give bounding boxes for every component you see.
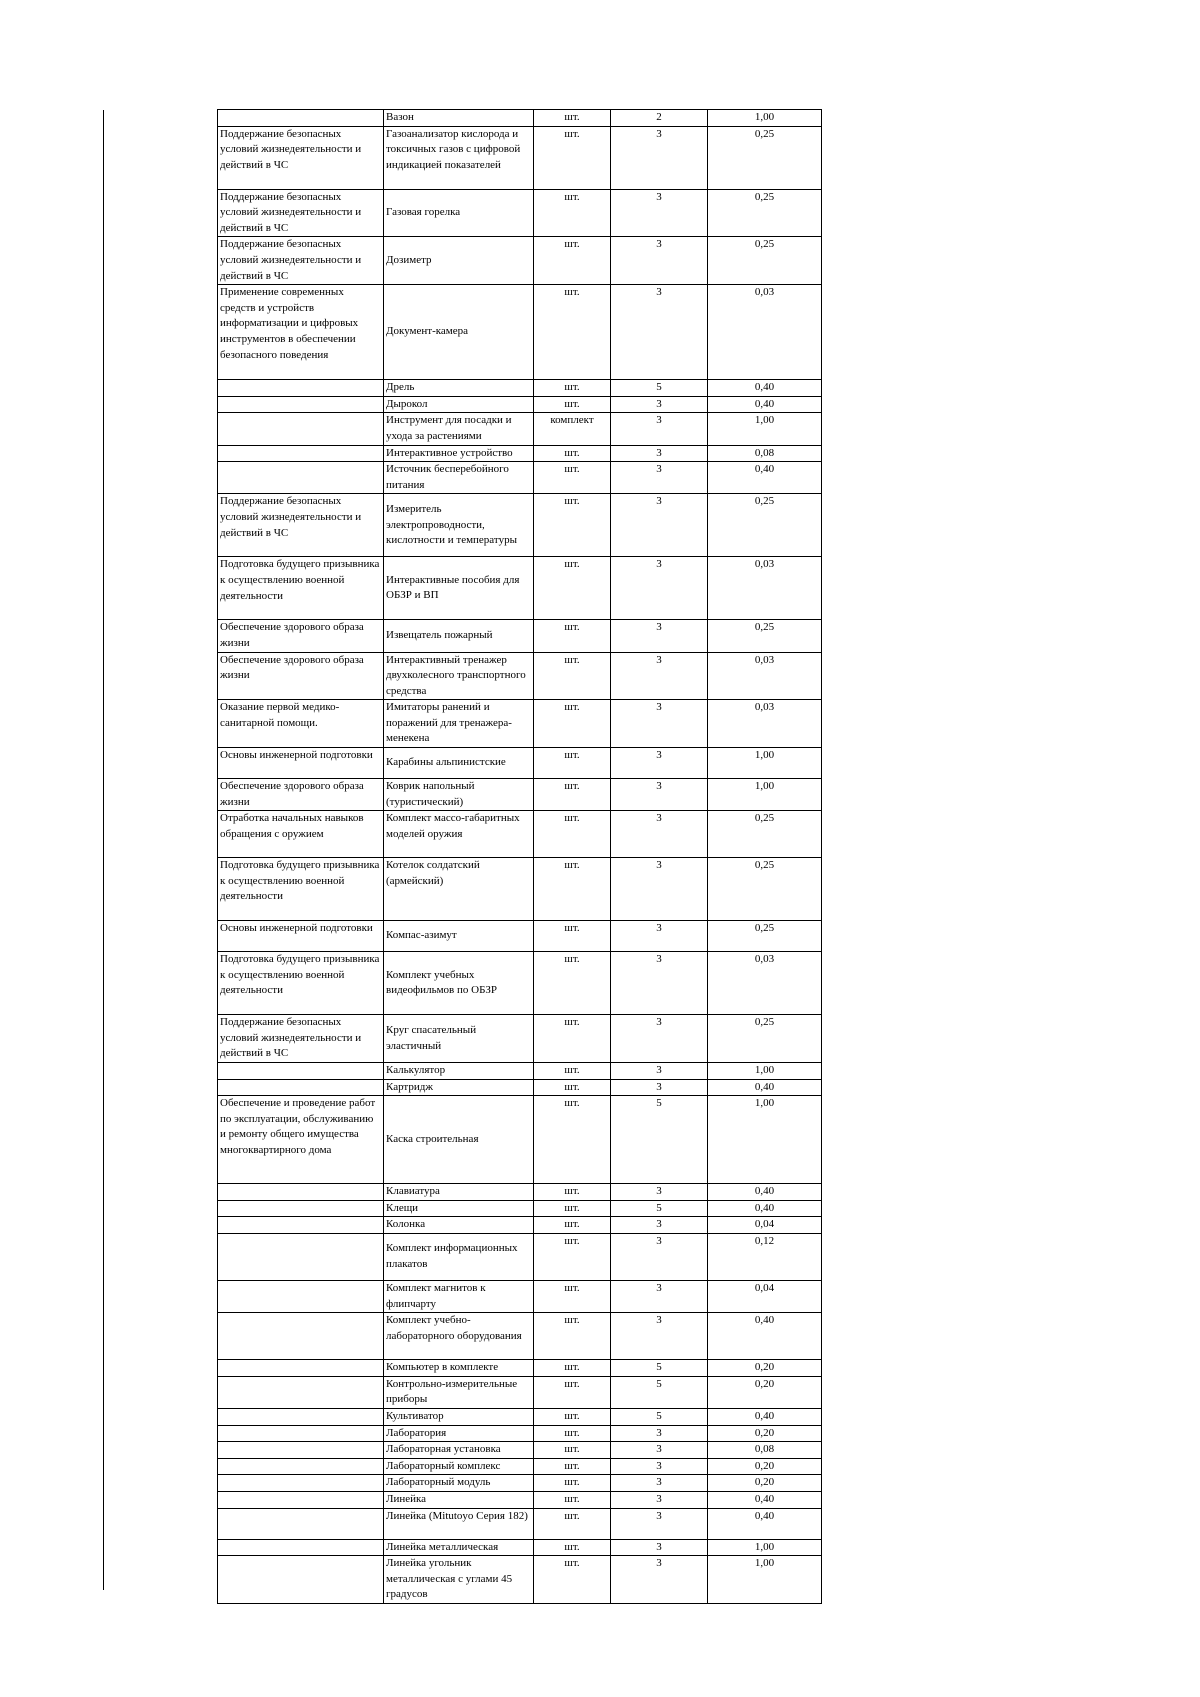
table-row — [218, 921, 822, 952]
coefficient-cell: 0,03 — [708, 557, 822, 620]
coefficient-cell: 0,03 — [708, 652, 822, 700]
quantity-cell: 3 — [611, 952, 708, 1015]
area-cell — [218, 1556, 384, 1604]
table-row — [218, 952, 822, 1015]
quantity-cell: 3 — [611, 779, 708, 811]
coefficient-cell: 0,40 — [708, 1079, 822, 1096]
quantity-cell: 3 — [611, 858, 708, 921]
coefficient-cell: 0,25 — [708, 620, 822, 652]
coefficient-cell: 0,12 — [708, 1234, 822, 1281]
coefficient-cell: 1,00 — [708, 1539, 822, 1556]
item-name-cell: Измеритель электропроводности, кислотности и температуры — [384, 494, 534, 557]
coefficient-cell: 0,40 — [708, 396, 822, 413]
item-name-cell: Комплект информационных плакатов — [384, 1234, 534, 1281]
table-row — [218, 1234, 822, 1281]
coefficient-cell: 0,03 — [708, 285, 822, 380]
table-row — [218, 494, 822, 557]
quantity-cell: 5 — [611, 1408, 708, 1425]
item-name-cell: Газоанализатор кислорода и токсичных газов с цифровой индикацией показателей — [384, 126, 534, 189]
quantity-cell: 5 — [611, 1200, 708, 1217]
table-row — [218, 1360, 822, 1377]
area-cell — [218, 462, 384, 494]
item-name-cell: Котелок солдатский (армейский) — [384, 858, 534, 921]
area-cell — [218, 110, 384, 127]
table-row — [218, 1425, 822, 1442]
table-row — [218, 1281, 822, 1313]
quantity-cell: 3 — [611, 748, 708, 779]
area-cell: Отработка начальных навыков обращения с оружием — [218, 811, 384, 858]
quantity-cell: 5 — [611, 380, 708, 397]
unit-cell: шт. — [534, 1442, 611, 1459]
table-row — [218, 1063, 822, 1080]
unit-cell: шт. — [534, 494, 611, 557]
unit-cell: шт. — [534, 1281, 611, 1313]
coefficient-cell: 0,40 — [708, 1408, 822, 1425]
area-cell — [218, 1376, 384, 1408]
quantity-cell: 3 — [611, 189, 708, 237]
area-cell — [218, 413, 384, 445]
item-name-cell: Интерактивный тренажер двухколесного транспортного средства — [384, 652, 534, 700]
quantity-cell: 3 — [611, 285, 708, 380]
table-row — [218, 700, 822, 748]
coefficient-cell: 0,25 — [708, 811, 822, 858]
table-row — [218, 1015, 822, 1063]
coefficient-cell: 0,20 — [708, 1376, 822, 1408]
item-name-cell: Круг спасательный эластичный — [384, 1015, 534, 1063]
table-row — [218, 1539, 822, 1556]
unit-cell: шт. — [534, 445, 611, 462]
unit-cell: шт. — [534, 1475, 611, 1492]
table-row — [218, 445, 822, 462]
coefficient-cell: 1,00 — [708, 1096, 822, 1184]
table-row — [218, 396, 822, 413]
unit-cell: шт. — [534, 1458, 611, 1475]
coefficient-cell: 0,08 — [708, 1442, 822, 1459]
table-row — [218, 1556, 822, 1604]
unit-cell: шт. — [534, 952, 611, 1015]
item-name-cell: Газовая горелка — [384, 189, 534, 237]
area-cell — [218, 1475, 384, 1492]
area-cell — [218, 1217, 384, 1234]
coefficient-cell: 0,20 — [708, 1475, 822, 1492]
table-row — [218, 1408, 822, 1425]
item-name-cell: Лабораторная установка — [384, 1442, 534, 1459]
item-name-cell: Компас-азимут — [384, 921, 534, 952]
area-cell — [218, 1313, 384, 1360]
table-row — [218, 237, 822, 285]
coefficient-cell: 0,25 — [708, 494, 822, 557]
unit-cell: шт. — [534, 858, 611, 921]
quantity-cell: 5 — [611, 1376, 708, 1408]
item-name-cell: Коврик напольный (туристический) — [384, 779, 534, 811]
coefficient-cell: 0,20 — [708, 1458, 822, 1475]
unit-cell: шт. — [534, 1539, 611, 1556]
item-name-cell: Интерактивное устройство — [384, 445, 534, 462]
area-cell: Применение современных средств и устройств информатизации и цифровых инструментов в обеспечении безопасного поведения — [218, 285, 384, 380]
area-cell — [218, 1360, 384, 1377]
area-cell: Обеспечение и проведение работ по эксплуатации, обслуживанию и ремонту общего имущества многоквартирного дома — [218, 1096, 384, 1184]
unit-cell: шт. — [534, 126, 611, 189]
quantity-cell: 3 — [611, 1539, 708, 1556]
table-row — [218, 1096, 822, 1184]
coefficient-cell: 0,03 — [708, 952, 822, 1015]
coefficient-cell: 1,00 — [708, 779, 822, 811]
quantity-cell: 3 — [611, 1508, 708, 1539]
unit-cell: шт. — [534, 700, 611, 748]
area-cell: Основы инженерной подготовки — [218, 921, 384, 952]
page-margin-line — [103, 110, 104, 1590]
table-row — [218, 126, 822, 189]
coefficient-cell: 1,00 — [708, 1556, 822, 1604]
table-row — [218, 413, 822, 445]
item-name-cell: Документ-камера — [384, 285, 534, 380]
coefficient-cell: 1,00 — [708, 110, 822, 127]
coefficient-cell: 0,25 — [708, 858, 822, 921]
unit-cell: шт. — [534, 620, 611, 652]
unit-cell: шт. — [534, 462, 611, 494]
coefficient-cell: 0,25 — [708, 126, 822, 189]
quantity-cell: 3 — [611, 1079, 708, 1096]
item-name-cell: Интерактивные пособия для ОБЗР и ВП — [384, 557, 534, 620]
item-name-cell: Лаборатория — [384, 1425, 534, 1442]
quantity-cell: 3 — [611, 1063, 708, 1080]
table-row — [218, 1376, 822, 1408]
area-cell: Подготовка будущего призывника к осуществлению военной деятельности — [218, 858, 384, 921]
item-name-cell: Линейка — [384, 1491, 534, 1508]
quantity-cell: 3 — [611, 1281, 708, 1313]
table-row — [218, 779, 822, 811]
area-cell — [218, 1408, 384, 1425]
table-row — [218, 189, 822, 237]
quantity-cell: 2 — [611, 110, 708, 127]
equipment-table — [217, 109, 822, 1604]
unit-cell: шт. — [534, 189, 611, 237]
area-cell: Обеспечение здорового образа жизни — [218, 620, 384, 652]
item-name-cell: Компьютер в комплекте — [384, 1360, 534, 1377]
area-cell: Поддержание безопасных условий жизнедеятельности и действий в ЧС — [218, 1015, 384, 1063]
quantity-cell: 3 — [611, 1475, 708, 1492]
coefficient-cell: 0,40 — [708, 462, 822, 494]
area-cell — [218, 1079, 384, 1096]
area-cell — [218, 1234, 384, 1281]
unit-cell: шт. — [534, 1234, 611, 1281]
quantity-cell: 5 — [611, 1096, 708, 1184]
unit-cell: шт. — [534, 557, 611, 620]
coefficient-cell: 1,00 — [708, 748, 822, 779]
table-row — [218, 462, 822, 494]
quantity-cell: 3 — [611, 811, 708, 858]
coefficient-cell: 0,40 — [708, 1508, 822, 1539]
item-name-cell: Дрель — [384, 380, 534, 397]
quantity-cell: 3 — [611, 126, 708, 189]
unit-cell: шт. — [534, 1376, 611, 1408]
area-cell — [218, 445, 384, 462]
quantity-cell: 3 — [611, 1458, 708, 1475]
item-name-cell: Колонка — [384, 1217, 534, 1234]
quantity-cell: 3 — [611, 620, 708, 652]
coefficient-cell: 0,40 — [708, 1200, 822, 1217]
quantity-cell: 3 — [611, 494, 708, 557]
area-cell — [218, 396, 384, 413]
quantity-cell: 3 — [611, 921, 708, 952]
unit-cell: шт. — [534, 1096, 611, 1184]
coefficient-cell: 0,25 — [708, 1015, 822, 1063]
table-row — [218, 1442, 822, 1459]
unit-cell: шт. — [534, 1184, 611, 1201]
quantity-cell: 3 — [611, 237, 708, 285]
coefficient-cell: 0,08 — [708, 445, 822, 462]
item-name-cell: Картридж — [384, 1079, 534, 1096]
table-row — [218, 1458, 822, 1475]
coefficient-cell: 1,00 — [708, 413, 822, 445]
quantity-cell: 3 — [611, 700, 708, 748]
item-name-cell: Инструмент для посадки и ухода за растениями — [384, 413, 534, 445]
coefficient-cell: 0,04 — [708, 1217, 822, 1234]
area-cell — [218, 1200, 384, 1217]
item-name-cell: Лабораторный комплекс — [384, 1458, 534, 1475]
table-row — [218, 1508, 822, 1539]
unit-cell: шт. — [534, 1508, 611, 1539]
item-name-cell: Клещи — [384, 1200, 534, 1217]
area-cell — [218, 1442, 384, 1459]
area-cell — [218, 1508, 384, 1539]
area-cell — [218, 1539, 384, 1556]
quantity-cell: 3 — [611, 557, 708, 620]
unit-cell: шт. — [534, 1063, 611, 1080]
table-row — [218, 1200, 822, 1217]
area-cell — [218, 1184, 384, 1201]
quantity-cell: 3 — [611, 462, 708, 494]
table-row — [218, 557, 822, 620]
table-row — [218, 1217, 822, 1234]
item-name-cell: Дозиметр — [384, 237, 534, 285]
item-name-cell: Карабины альпинистские — [384, 748, 534, 779]
area-cell — [218, 1281, 384, 1313]
coefficient-cell: 0,25 — [708, 189, 822, 237]
unit-cell: шт. — [534, 1491, 611, 1508]
item-name-cell: Комплект учебно-лабораторного оборудования — [384, 1313, 534, 1360]
unit-cell: шт. — [534, 237, 611, 285]
quantity-cell: 3 — [611, 1425, 708, 1442]
item-name-cell: Источник бесперебойного питания — [384, 462, 534, 494]
unit-cell: шт. — [534, 396, 611, 413]
unit-cell: шт. — [534, 779, 611, 811]
table-row — [218, 858, 822, 921]
unit-cell: шт. — [534, 1313, 611, 1360]
item-name-cell: Имитаторы ранений и поражений для тренажера-менекена — [384, 700, 534, 748]
quantity-cell: 3 — [611, 1234, 708, 1281]
area-cell: Подготовка будущего призывника к осуществлению военной деятельности — [218, 557, 384, 620]
unit-cell: шт. — [534, 748, 611, 779]
quantity-cell: 3 — [611, 1556, 708, 1604]
table-row — [218, 1313, 822, 1360]
table-row — [218, 748, 822, 779]
item-name-cell: Клавиатура — [384, 1184, 534, 1201]
item-name-cell: Дырокол — [384, 396, 534, 413]
area-cell: Основы инженерной подготовки — [218, 748, 384, 779]
table-row — [218, 620, 822, 652]
area-cell: Оказание первой медико-санитарной помощи. — [218, 700, 384, 748]
unit-cell: шт. — [534, 1079, 611, 1096]
area-cell — [218, 1425, 384, 1442]
table-row — [218, 1184, 822, 1201]
item-name-cell: Вазон — [384, 110, 534, 127]
unit-cell: шт. — [534, 1360, 611, 1377]
coefficient-cell: 0,20 — [708, 1425, 822, 1442]
table-row — [218, 1475, 822, 1492]
area-cell — [218, 1491, 384, 1508]
coefficient-cell: 0,40 — [708, 1184, 822, 1201]
coefficient-cell: 0,40 — [708, 380, 822, 397]
item-name-cell: Комплект магнитов к флипчарту — [384, 1281, 534, 1313]
unit-cell: шт. — [534, 1425, 611, 1442]
quantity-cell: 3 — [611, 1491, 708, 1508]
quantity-cell: 3 — [611, 1442, 708, 1459]
item-name-cell: Контрольно-измерительные приборы — [384, 1376, 534, 1408]
quantity-cell: 3 — [611, 1184, 708, 1201]
item-name-cell: Лабораторный модуль — [384, 1475, 534, 1492]
coefficient-cell: 0,40 — [708, 1313, 822, 1360]
unit-cell: шт. — [534, 1408, 611, 1425]
quantity-cell: 3 — [611, 396, 708, 413]
item-name-cell: Линейка металлическая — [384, 1539, 534, 1556]
area-cell — [218, 380, 384, 397]
area-cell: Обеспечение здорового образа жизни — [218, 652, 384, 700]
area-cell: Поддержание безопасных условий жизнедеятельности и действий в ЧС — [218, 237, 384, 285]
unit-cell: шт. — [534, 380, 611, 397]
quantity-cell: 3 — [611, 1313, 708, 1360]
coefficient-cell: 0,20 — [708, 1360, 822, 1377]
coefficient-cell: 0,25 — [708, 921, 822, 952]
unit-cell: шт. — [534, 811, 611, 858]
unit-cell: шт. — [534, 652, 611, 700]
table-row — [218, 811, 822, 858]
quantity-cell: 5 — [611, 1360, 708, 1377]
unit-cell: шт. — [534, 1556, 611, 1604]
quantity-cell: 3 — [611, 1217, 708, 1234]
coefficient-cell: 0,04 — [708, 1281, 822, 1313]
unit-cell: шт. — [534, 1217, 611, 1234]
item-name-cell: Калькулятор — [384, 1063, 534, 1080]
unit-cell: шт. — [534, 285, 611, 380]
quantity-cell: 3 — [611, 445, 708, 462]
quantity-cell: 3 — [611, 413, 708, 445]
area-cell: Подготовка будущего призывника к осуществлению военной деятельности — [218, 952, 384, 1015]
area-cell: Поддержание безопасных условий жизнедеятельности и действий в ЧС — [218, 189, 384, 237]
coefficient-cell: 0,03 — [708, 700, 822, 748]
item-name-cell: Линейка угольник металлическая с углами 45 градусов — [384, 1556, 534, 1604]
item-name-cell: Комплект массо-габаритных моделей оружия — [384, 811, 534, 858]
area-cell: Обеспечение здорового образа жизни — [218, 779, 384, 811]
table-row — [218, 110, 822, 127]
unit-cell: шт. — [534, 1200, 611, 1217]
item-name-cell: Каска строительная — [384, 1096, 534, 1184]
table-row — [218, 1491, 822, 1508]
table-row — [218, 380, 822, 397]
area-cell — [218, 1063, 384, 1080]
coefficient-cell: 0,25 — [708, 237, 822, 285]
coefficient-cell: 1,00 — [708, 1063, 822, 1080]
table-row — [218, 652, 822, 700]
unit-cell: комплект — [534, 413, 611, 445]
unit-cell: шт. — [534, 110, 611, 127]
area-cell: Поддержание безопасных условий жизнедеятельности и действий в ЧС — [218, 126, 384, 189]
quantity-cell: 3 — [611, 1015, 708, 1063]
item-name-cell: Культиватор — [384, 1408, 534, 1425]
item-name-cell: Комплект учебных видеофильмов по ОБЗР — [384, 952, 534, 1015]
area-cell — [218, 1458, 384, 1475]
table-row — [218, 1079, 822, 1096]
unit-cell: шт. — [534, 1015, 611, 1063]
item-name-cell: Линейка (Mitutoyo Серия 182) — [384, 1508, 534, 1539]
item-name-cell: Извещатель пожарный — [384, 620, 534, 652]
table-row — [218, 285, 822, 380]
coefficient-cell: 0,40 — [708, 1491, 822, 1508]
area-cell: Поддержание безопасных условий жизнедеятельности и действий в ЧС — [218, 494, 384, 557]
quantity-cell: 3 — [611, 652, 708, 700]
unit-cell: шт. — [534, 921, 611, 952]
